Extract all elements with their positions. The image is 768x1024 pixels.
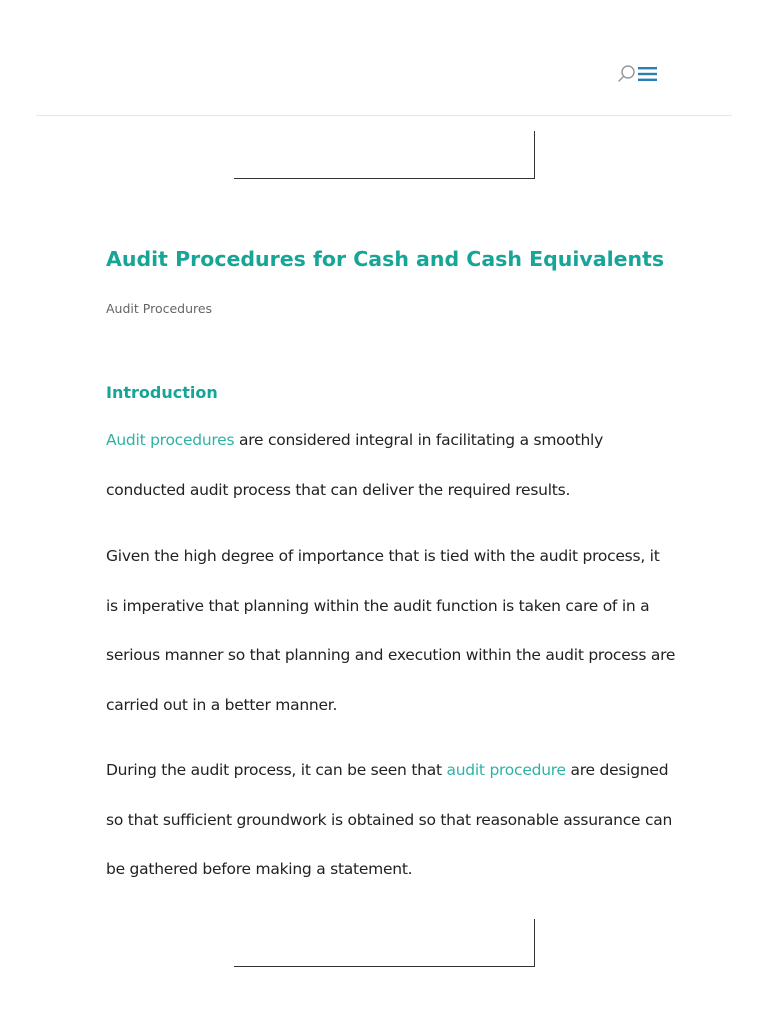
search-button[interactable] bbox=[614, 62, 638, 86]
article-title: Audit Procedures for Cash and Cash Equivalents bbox=[106, 247, 665, 271]
article-category[interactable]: Audit Procedures bbox=[106, 301, 213, 316]
audit-procedure-link[interactable]: audit procedure bbox=[446, 761, 566, 779]
search-icon bbox=[614, 62, 638, 86]
paragraph-importance: Given the high degree of importance that is tied with the audit process, it is imperative that planning within the audit function is taken care of in a serious manner so that planning and execution within the audit process are carried out in a better manner. bbox=[106, 547, 676, 714]
ad-placeholder-bottom bbox=[234, 919, 535, 967]
paragraph-intro-text: are considered integral in facilitating a smoothly conducted audit process that can deliver the required results. bbox=[106, 431, 604, 499]
site-header bbox=[36, 0, 732, 116]
paragraph-groundwork-text-start: During the audit process, it can be seen that bbox=[106, 761, 447, 779]
menu-button[interactable] bbox=[636, 62, 660, 86]
hamburger-menu-icon bbox=[636, 62, 660, 86]
section-heading-introduction: Introduction bbox=[106, 383, 218, 402]
paragraph-intro bbox=[106, 416, 676, 515]
paragraph-groundwork-text-end: are designed so that sufficient groundwork is obtained so that reasonable assurance can be gathered before making a statement. bbox=[106, 761, 673, 878]
paragraph-groundwork bbox=[106, 746, 676, 895]
audit-procedures-link[interactable]: Audit procedures bbox=[106, 431, 235, 449]
ad-placeholder-top bbox=[234, 131, 535, 179]
